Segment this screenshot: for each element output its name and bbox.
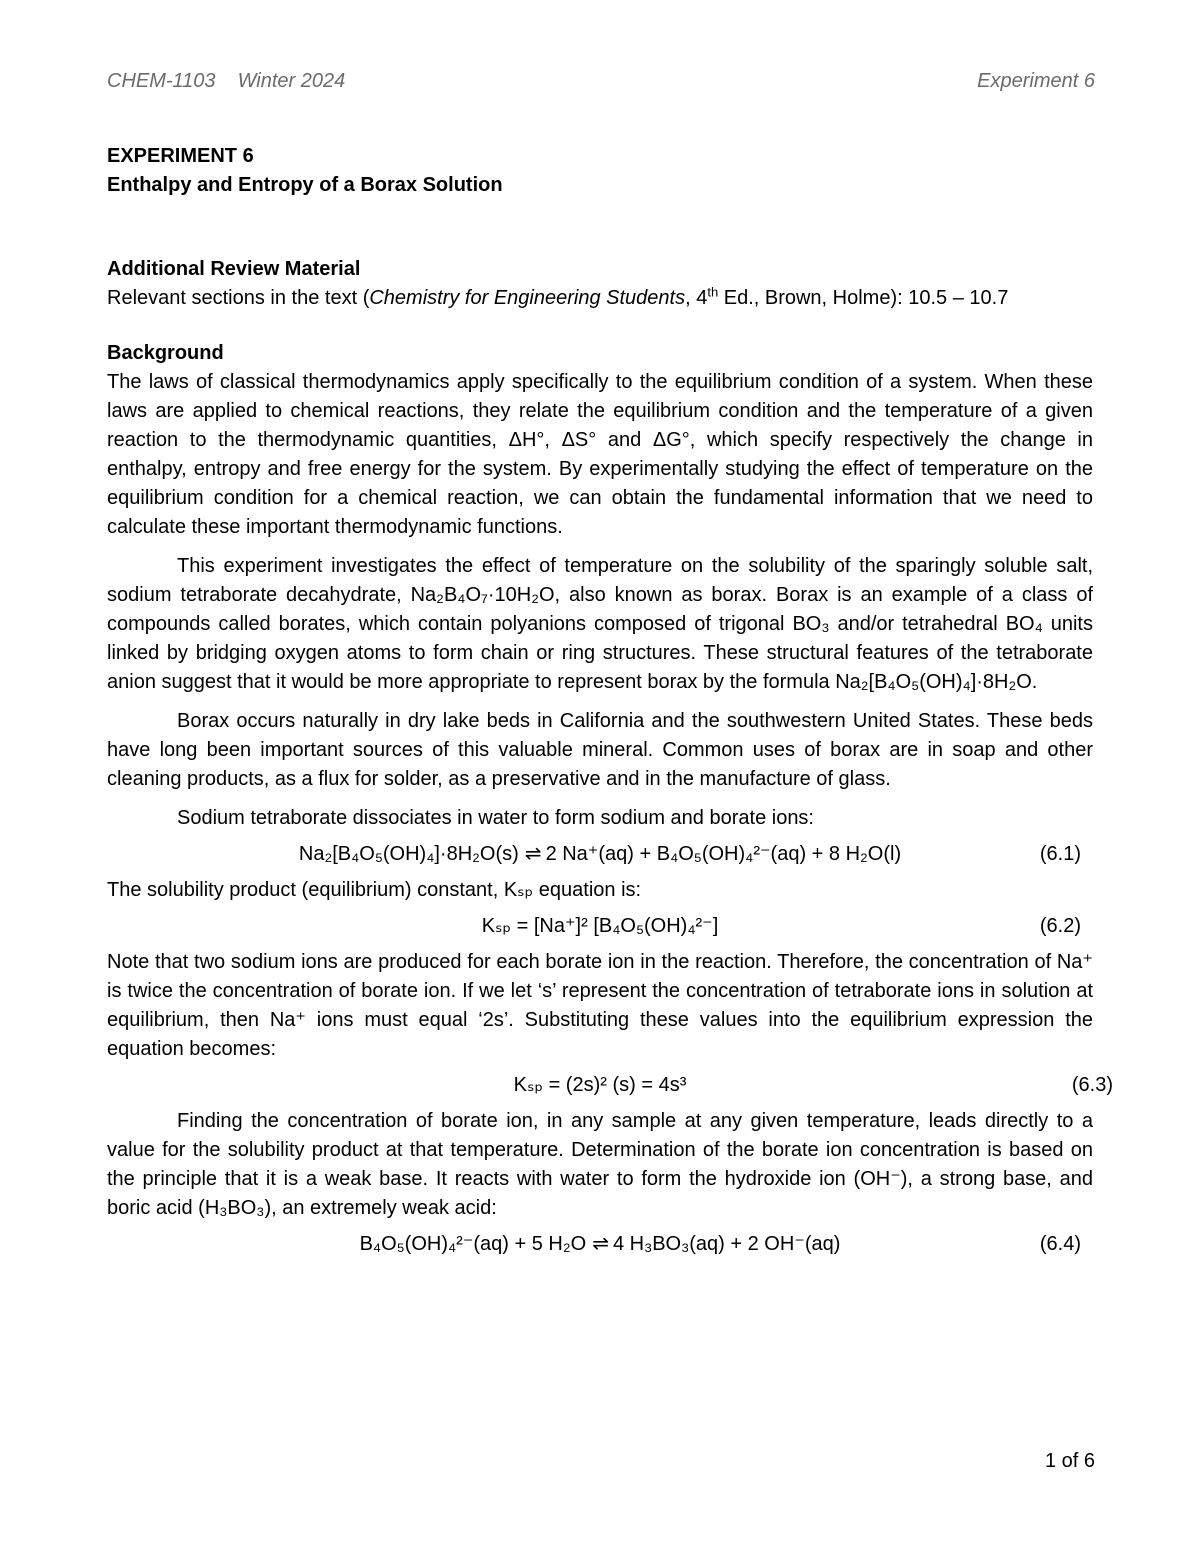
background-paragraph-2: This experiment investigates the effect of temperature on the solubility of the sparingly soluble salt, sodium tetraborate decahydrate, Na₂B₄O₇·10H₂O, also known as borax. Borax is an example of a class of compounds called borates, which contain polyanions composed of trigonal BO₃ and/or tetrahedral BO₄ units linked by bridging oxygen atoms to form chain or ring structures. These structural features of the tetraborate anion suggest that it would be more appropriate to represent borax by the formula Na₂[B₄O₅(OH)₄]·8H₂O.	[107, 555, 1093, 693]
background-paragraph-3: Borax occurs naturally in dry lake beds in California and the southwestern United States. These beds have long been important sources of this valuable mineral. Common uses of borax are in soap and other cleaning products, as a flux for solder, as a preservative and in the manufacture of glass.	[107, 710, 1093, 790]
review-text-suffix: Ed., Brown, Holme): 10.5 – 10.7	[718, 287, 1009, 309]
document-body	[107, 142, 1113, 1266]
review-text	[107, 284, 1093, 313]
eq2-body: Kₛₚ = [Na⁺]² [B₄O₅(OH)₄²⁻]	[481, 915, 719, 937]
background-paragraph-1: The laws of classical thermodynamics apply specifically to the equilibrium condition of a system. When these laws are applied to chemical reactions, they relate the equilibrium condition and the temperature of a given reaction to the thermodynamic quantities, ΔH°, ΔS° and ΔG°, which specify respectively the change in enthalpy, entropy and free energy for the system. By experimentally studying the effect of temperature on the equilibrium condition for a chemical reaction, we can obtain the fundamental information that we need to calculate these important thermodynamic functions.	[107, 371, 1093, 538]
background-paragraph-7: Finding the concentration of borate ion, in any sample at any given temperature, leads directly to a value for the solubility product at that temperature. Determination of the borate ion concentration is based on the principle that it is a weak base. It reacts with water to form the hydroxide ion (OH⁻), a strong base, and boric acid (H₃BO₃), an extremely weak acid:	[107, 1110, 1093, 1219]
page-subtitle: Enthalpy and Entropy of a Borax Solution	[107, 174, 503, 196]
background-paragraph-4: Sodium tetraborate dissociates in water to form sodium and borate ions:	[177, 807, 814, 829]
eq4-lhs: B₄O₅(OH)₄²⁻(aq) + 5 H₂O	[359, 1233, 587, 1255]
eq1-lhs: Na₂[B₄O₅(OH)₄]·8H₂O(s)	[298, 843, 519, 865]
header-course-term	[107, 70, 345, 93]
book-title: Chemistry for Engineering Students	[369, 287, 686, 309]
background-paragraph-5: The solubility product (equilibrium) constant, Kₛₚ equation is:	[107, 879, 642, 901]
page-title: EXPERIMENT 6	[107, 145, 254, 167]
eq1-rhs: 2 Na⁺(aq) + B₄O₅(OH)₄²⁻(aq) + 8 H₂O(l)	[545, 843, 902, 865]
equation-6-1	[107, 839, 1093, 870]
eq3-body: Kₛₚ = (2s)² (s) = 4s³	[513, 1074, 687, 1096]
equation-6-3	[107, 1070, 1113, 1101]
background-paragraph-6: Note that two sodium ions are produced for each borate ion in the reaction. Therefore, the concentration of Na⁺ is twice the concentration of borate ion. If we let ‘s’ represent the concentration of tetraborate ions in solution at equilibrium, then Na⁺ ions must equal ‘2s’. Substituting these values into the equilibrium expression the equation becomes:	[107, 951, 1093, 1060]
eq1-number: (6.1)	[1039, 843, 1081, 865]
eq4-number: (6.4)	[1039, 1233, 1081, 1255]
background-heading: Background	[107, 342, 224, 364]
header-term: Winter 2024	[237, 70, 346, 92]
equilibrium-arrow-icon: ⇌	[524, 843, 540, 865]
page-number: 1 of 6	[1044, 1450, 1095, 1472]
eq2-number: (6.2)	[1039, 915, 1081, 937]
header-course: CHEM-1103	[107, 70, 216, 92]
review-text-prefix: Relevant sections in the text (	[107, 287, 370, 309]
equilibrium-arrow-icon: ⇌	[592, 1233, 607, 1255]
eq3-number: (6.3)	[1071, 1074, 1113, 1096]
eq4-rhs: 4 H₃BO₃(aq) + 2 OH⁻(aq)	[612, 1233, 841, 1255]
header-experiment: Experiment 6	[977, 70, 1095, 92]
equation-6-2	[107, 911, 1093, 942]
review-heading: Additional Review Material	[107, 258, 361, 280]
edition-superscript: th	[707, 284, 719, 300]
review-text-mid: , 4	[685, 287, 708, 309]
equation-6-4	[107, 1229, 1093, 1260]
